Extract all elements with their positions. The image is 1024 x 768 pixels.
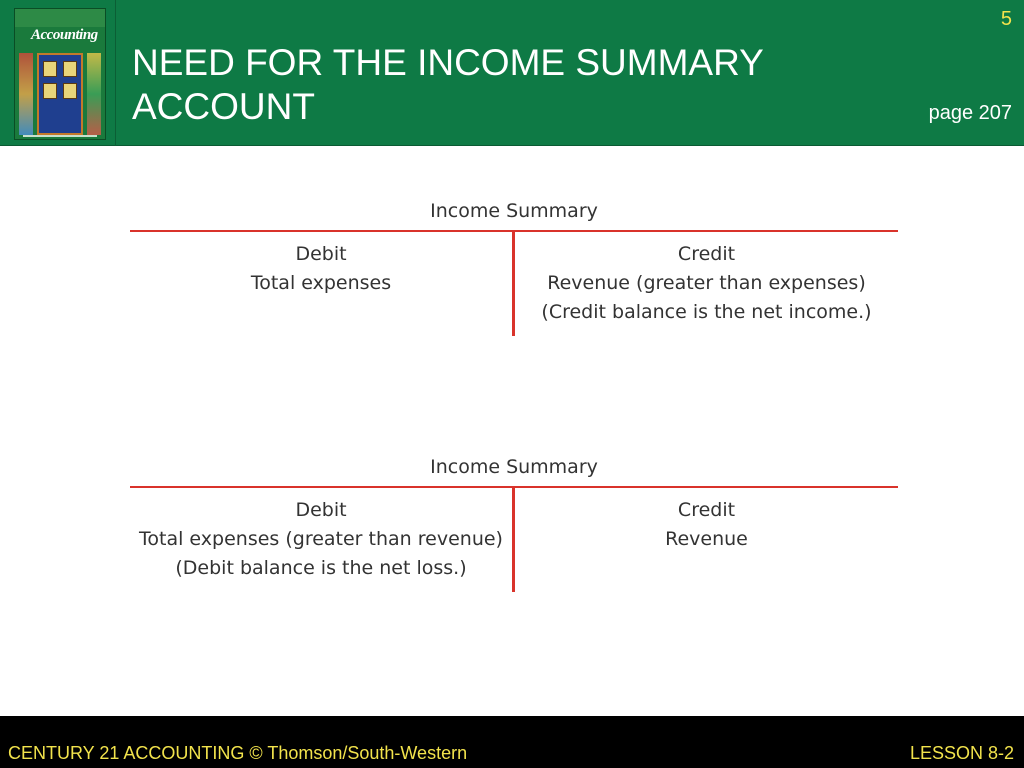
credit-heading: Credit bbox=[677, 499, 736, 521]
book-cover-door-art bbox=[37, 53, 83, 135]
door-pane bbox=[63, 83, 77, 99]
slide-title-line-2: ACCOUNT bbox=[132, 86, 315, 127]
credit-line: (Credit balance is the net income.) bbox=[541, 301, 872, 323]
debit-side bbox=[130, 496, 512, 583]
book-cover-art-left bbox=[19, 53, 33, 135]
header-divider bbox=[115, 0, 116, 146]
slide-number: 5 bbox=[1000, 8, 1012, 30]
credit-side bbox=[515, 240, 898, 327]
debit-line: (Debit balance is the net loss.) bbox=[175, 557, 467, 579]
footer-course-credit: CENTURY 21 ACCOUNTING © Thomson/South-Western bbox=[8, 743, 468, 763]
slide-title bbox=[132, 41, 892, 129]
door-pane bbox=[43, 61, 57, 77]
book-cover-title: Accounting bbox=[31, 27, 98, 43]
slide-title-line-1: NEED FOR THE INCOME SUMMARY bbox=[132, 42, 764, 83]
footer-bar bbox=[0, 716, 1024, 768]
credit-line: Revenue (greater than expenses) bbox=[547, 272, 866, 294]
credit-side bbox=[515, 496, 898, 554]
debit-line: Total expenses (greater than revenue) bbox=[139, 528, 503, 550]
debit-side bbox=[130, 240, 512, 298]
book-cover-top-strip bbox=[15, 9, 105, 27]
credit-heading: Credit bbox=[677, 243, 736, 265]
book-cover-art-right bbox=[87, 53, 101, 135]
debit-heading: Debit bbox=[295, 499, 347, 521]
door-pane bbox=[63, 61, 77, 77]
debit-line: Total expenses bbox=[250, 272, 392, 294]
book-cover-authors-strip bbox=[23, 135, 97, 137]
textbook-cover-image bbox=[14, 8, 106, 140]
credit-line: Revenue bbox=[665, 528, 748, 550]
t-account-title: Income Summary bbox=[430, 456, 598, 478]
debit-heading: Debit bbox=[295, 243, 347, 265]
t-account-title: Income Summary bbox=[430, 200, 598, 222]
footer-lesson-number: LESSON 8-2 bbox=[909, 743, 1014, 763]
door-pane bbox=[43, 83, 57, 99]
page-reference: page 207 bbox=[928, 102, 1012, 124]
title-band bbox=[0, 0, 1024, 146]
